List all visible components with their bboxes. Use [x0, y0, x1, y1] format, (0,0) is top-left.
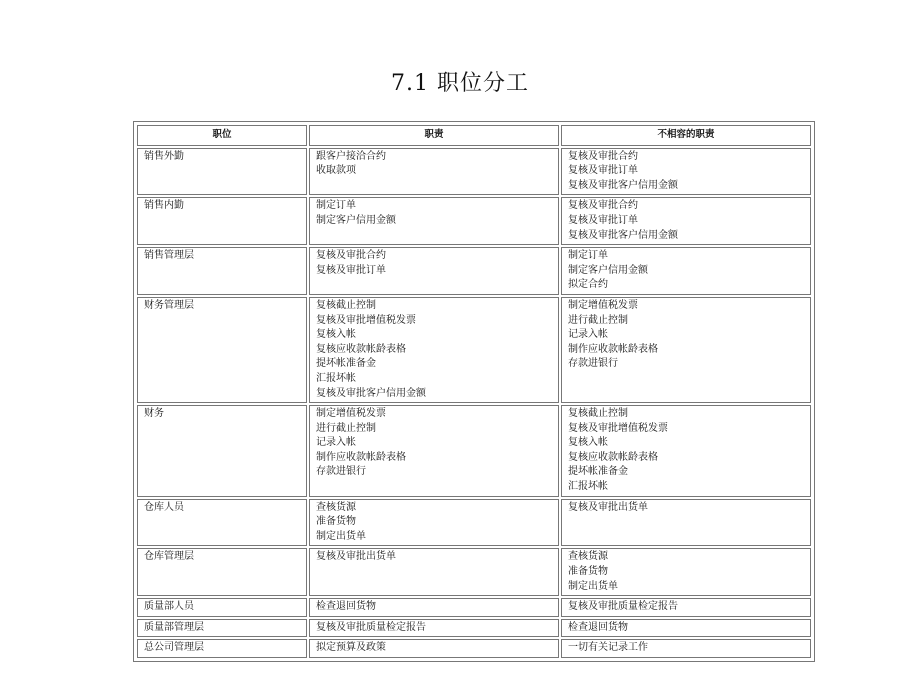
position-cell: [137, 297, 307, 403]
duties-cell: [309, 548, 559, 596]
incompatible-duty-item: 制定增值税发票: [568, 299, 638, 311]
duty-item: 制定出货单: [316, 530, 366, 542]
position-label: 仓库管理层: [144, 551, 194, 563]
incompatible-duty-item: 复核及审批合约: [568, 150, 638, 162]
position-label: 仓库人员: [144, 501, 184, 513]
incompatible-duties-cell: [561, 598, 811, 617]
duty-item: 复核及审批质量检定报告: [316, 621, 426, 633]
duty-item: 准备货物: [316, 516, 356, 528]
duty-item: 拟定预算及政策: [316, 642, 386, 654]
incompatible-duty-item: 提坏帐准备金: [568, 466, 628, 478]
position-label: 质量部人员: [144, 601, 194, 613]
duty-item: 复核及审批出货单: [316, 551, 396, 563]
duty-item: 制作应收款帐龄表格: [316, 451, 406, 463]
duty-item: 复核截止控制: [316, 299, 376, 311]
incompatible-duty-item: 复核应收款帐龄表格: [568, 451, 658, 463]
table-row: [137, 619, 811, 638]
incompatible-duty-item: 准备货物: [568, 566, 608, 578]
table-row: [137, 548, 811, 596]
incompatible-duty-item: 制作应收款帐龄表格: [568, 343, 658, 355]
incompatible-duty-item: 制定出货单: [568, 580, 618, 592]
duties-cell: [309, 598, 559, 617]
position-label: 财务管理层: [144, 299, 194, 311]
incompatible-duty-item: 进行截止控制: [568, 314, 628, 326]
incompatible-duty-item: 记录入帐: [568, 329, 608, 341]
incompatible-duty-item: 复核及审批客户信用金额: [568, 229, 678, 241]
duty-item: 检查退回货物: [316, 601, 376, 613]
duty-item: 存款进银行: [316, 466, 366, 478]
incompatible-duties-cell: [561, 639, 811, 658]
incompatible-duties-cell: [561, 499, 811, 547]
table-row: [137, 197, 811, 245]
table-header-row: [137, 125, 811, 146]
duties-cell: [309, 297, 559, 403]
duty-item: 跟客户接洽合约: [316, 150, 386, 162]
position-cell: [137, 405, 307, 497]
duties-cell: [309, 148, 559, 196]
table-row: [137, 405, 811, 497]
duty-item: 制定增值税发票: [316, 408, 386, 420]
incompatible-duty-item: 拟定合约: [568, 279, 608, 291]
position-cell: [137, 499, 307, 547]
duties-cell: [309, 197, 559, 245]
incompatible-duty-item: 复核及审批合约: [568, 200, 638, 212]
duties-cell: [309, 405, 559, 497]
duty-item: 复核应收款帐龄表格: [316, 343, 406, 355]
duty-item: 汇报坏帐: [316, 372, 356, 384]
incompatible-duties-cell: [561, 247, 811, 295]
position-label: 总公司管理层: [144, 642, 204, 654]
position-cell: [137, 148, 307, 196]
duty-item: 复核及审批订单: [316, 264, 386, 276]
position-cell: [137, 639, 307, 658]
duties-cell: [309, 619, 559, 638]
incompatible-duties-cell: [561, 148, 811, 196]
incompatible-duty-item: 复核及审批订单: [568, 165, 638, 177]
duties-cell: [309, 639, 559, 658]
position-label: 销售管理层: [144, 250, 194, 262]
table-row: [137, 639, 811, 658]
header-duties: 职责: [309, 125, 559, 146]
incompatible-duty-item: 复核及审批质量检定报告: [568, 601, 678, 613]
incompatible-duties-cell: [561, 405, 811, 497]
header-incompatible-duties: 不相容的职责: [561, 125, 811, 146]
duties-cell: [309, 247, 559, 295]
position-label: 质量部管理层: [144, 621, 204, 633]
position-cell: [137, 548, 307, 596]
header-position: 职位: [137, 125, 307, 146]
duty-item: 复核入帐: [316, 329, 356, 341]
duty-item: 查核货源: [316, 501, 356, 513]
duty-item: 记录入帐: [316, 437, 356, 449]
incompatible-duties-cell: [561, 197, 811, 245]
duty-item: 进行截止控制: [316, 422, 376, 434]
table-row: [137, 499, 811, 547]
position-label: 销售外勤: [144, 150, 184, 162]
position-cell: [137, 247, 307, 295]
incompatible-duty-item: 检查退回货物: [568, 621, 628, 633]
incompatible-duty-item: 汇报坏帐: [568, 481, 608, 493]
duties-cell: [309, 499, 559, 547]
incompatible-duty-item: 一切有关记录工作: [568, 642, 648, 654]
incompatible-duty-item: 制定订单: [568, 250, 608, 262]
duty-item: 复核及审批客户信用金额: [316, 387, 426, 399]
position-cell: [137, 197, 307, 245]
incompatible-duties-cell: [561, 297, 811, 403]
incompatible-duty-item: 复核截止控制: [568, 408, 628, 420]
position-cell: [137, 598, 307, 617]
position-label: 销售内勤: [144, 200, 184, 212]
incompatible-duty-item: 复核及审批客户信用金额: [568, 179, 678, 191]
incompatible-duty-item: 复核及审批订单: [568, 214, 638, 226]
duty-segregation-table: [133, 121, 815, 662]
table-row: [137, 247, 811, 295]
duty-item: 制定客户信用金额: [316, 214, 396, 226]
duty-item: 制定订单: [316, 200, 356, 212]
table-row: [137, 148, 811, 196]
duty-item: 收取款项: [316, 165, 356, 177]
position-label: 财务: [144, 408, 164, 420]
position-cell: [137, 619, 307, 638]
duty-item: 提坏帐准备金: [316, 358, 376, 370]
incompatible-duty-item: 复核入帐: [568, 437, 608, 449]
page-title: 7.1 职位分工: [391, 71, 529, 96]
incompatible-duty-item: 制定客户信用金额: [568, 264, 648, 276]
table-row: [137, 598, 811, 617]
incompatible-duty-item: 复核及审批增值税发票: [568, 422, 668, 434]
table-row: [137, 297, 811, 403]
incompatible-duties-cell: [561, 619, 811, 638]
duty-item: 复核及审批合约: [316, 250, 386, 262]
incompatible-duty-item: 查核货源: [568, 551, 608, 563]
incompatible-duty-item: 复核及审批出货单: [568, 501, 648, 513]
duty-item: 复核及审批增值税发票: [316, 314, 416, 326]
incompatible-duty-item: 存款进银行: [568, 358, 618, 370]
incompatible-duties-cell: [561, 548, 811, 596]
